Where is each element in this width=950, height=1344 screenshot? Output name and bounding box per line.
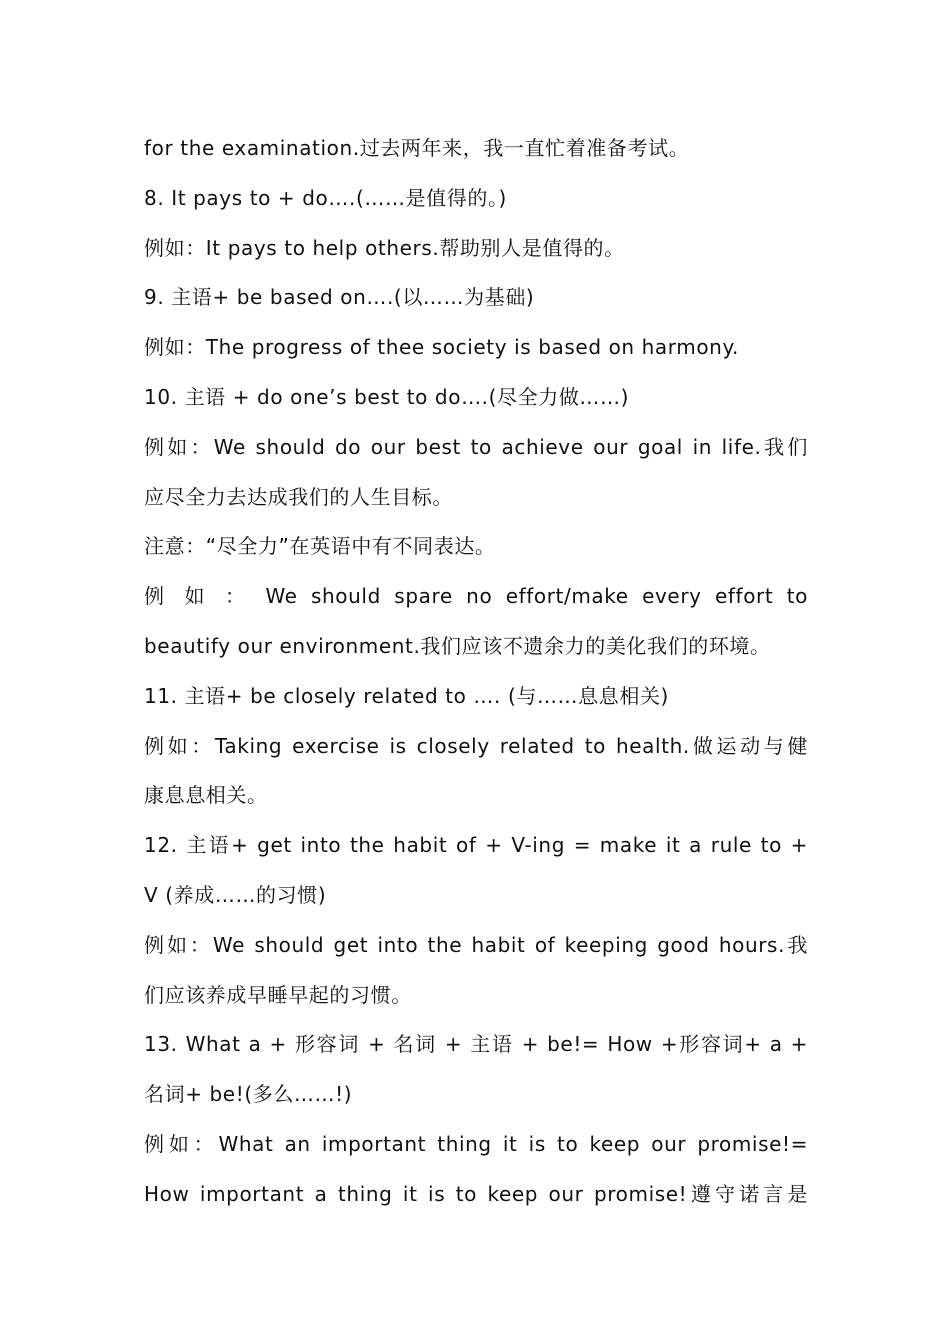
text-line: 例如：Taking exercise is closely related to health.做运动与健 bbox=[144, 733, 808, 758]
text-line: 名词+ be!(多么……!) bbox=[144, 1082, 353, 1107]
text-line: 康息息相关。 bbox=[144, 783, 268, 808]
text-line: 10. 主语 + do one’s best to do….(尽全力做……) bbox=[144, 384, 630, 409]
text-line: How important a thing it is to keep our promise!遵守诺言是 bbox=[144, 1181, 808, 1206]
text-line: 例如：What an important thing it is to keep our promise!= bbox=[144, 1131, 808, 1156]
text-line: 例如：The progress of thee society is based on harmony. bbox=[144, 335, 739, 360]
text-line: 应尽全力去达成我们的人生目标。 bbox=[144, 484, 453, 509]
text-line: 例如：We should get into the habit of keeping good hours.我 bbox=[144, 932, 808, 957]
text-line: 例 如 ： We should spare no effort/make every effort to bbox=[144, 584, 808, 609]
text-line: beautify our environment.我们应该不遗余力的美化我们的环境。 bbox=[144, 633, 771, 658]
text-line: 13. What a + 形容词 + 名词 + 主语 + be!= How +形容词+ a + bbox=[144, 1032, 808, 1057]
text-line: V (养成……的习惯) bbox=[144, 882, 327, 907]
text-line: 9. 主语+ be based on….(以……为基础) bbox=[144, 285, 535, 310]
document-body bbox=[144, 124, 808, 1220]
text-line: 注意：“尽全力”在英语中有不同表达。 bbox=[144, 534, 496, 559]
text-line: 11. 主语+ be closely related to …. (与……息息相关) bbox=[144, 683, 669, 708]
text-line: 例如：It pays to help others.帮助别人是值得的。 bbox=[144, 235, 625, 260]
text-line: 们应该养成早睡早起的习惯。 bbox=[144, 982, 412, 1007]
text-line: 例如：We should do our best to achieve our goal in life.我们 bbox=[144, 434, 808, 459]
text-line: 12. 主语+ get into the habit of + V-ing = make it a rule to + bbox=[144, 833, 808, 858]
text-line: 8. It pays to + do….(……是值得的。) bbox=[144, 185, 507, 210]
text-line: for the examination.过去两年来，我一直忙着准备考试。 bbox=[144, 136, 690, 160]
